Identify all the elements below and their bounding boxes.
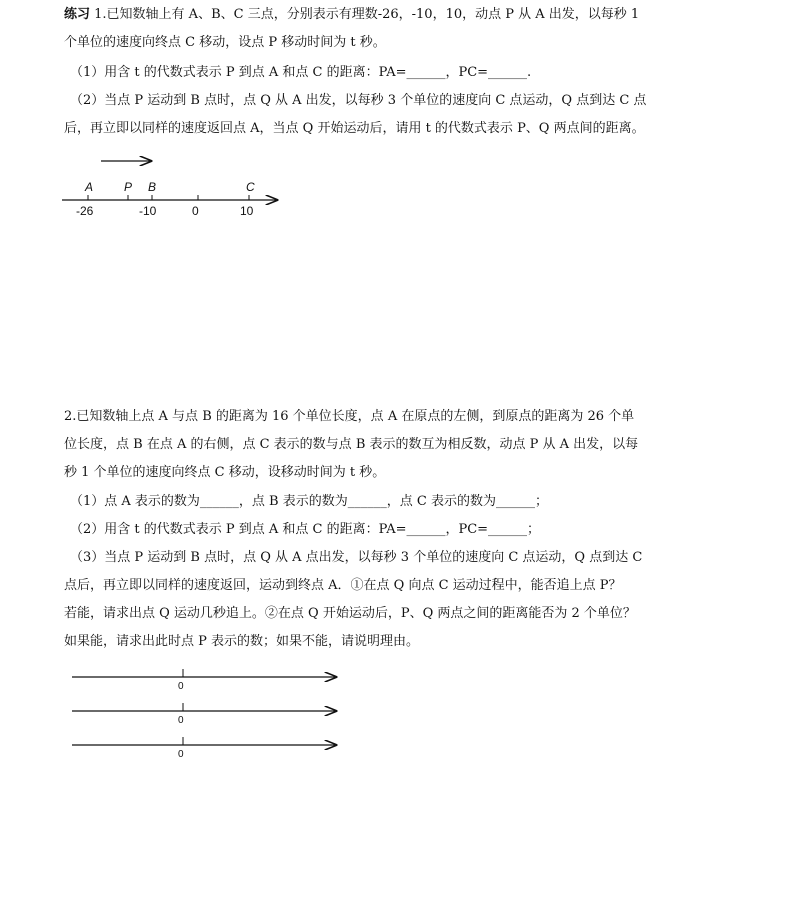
q2-part3b: 点后，再立即以同样的速度返回，运动到终点 A．①在点 Q 向点 C 运动过程中，能否追上点 P？ (64, 578, 622, 593)
q1-line2: 个单位的速度向终点 C 移动，设点 P 移动时间为 t 秒。 (64, 35, 386, 50)
q2-line3: 秒 1 个单位的速度向终点 C 移动，设移动时间为 t 秒。 (64, 465, 386, 480)
q2-part3a: （3）当点 P 运动到 B 点时，点 Q 从 A 点出发，以每秒 3 个单位的速度向 C 点运动，Q 点到达 C (70, 550, 643, 565)
number-0: 0 (192, 204, 199, 218)
label-c: C (246, 180, 255, 194)
q1-part2b: 后，再立即以同样的速度返回点 A，当点 Q 开始运动后，请用 t 的代数式表示 P、Q 两点间的距离。 (64, 121, 645, 136)
q2-line1: 2.已知数轴上点 A 与点 B 的距离为 16 个单位长度，点 A 在原点的左侧，到原点的距离为 26 个单 (64, 409, 635, 424)
q2-number-line-1 (72, 669, 336, 692)
q2-zero-label-1: 0 (178, 681, 184, 692)
number-neg26: -26 (76, 204, 94, 218)
q2-part3c: 若能，请求出点 Q 运动几秒追上。②在点 Q 开始运动后，P、Q 两点之间的距离能否为 2 个单位？ (64, 606, 636, 621)
q1-text-1: 1.已知数轴上有 A、B、C 三点，分别表示有理数-26，-10，10，动点 P 从 A 出发，以每秒 1 (90, 7, 640, 22)
q2-line2: 位长度，点 B 在点 A 的右侧，点 C 表示的数与点 B 表示的数互为相反数，动点 P 从 A 出发，以每 (64, 437, 639, 452)
number-neg10: -10 (139, 204, 157, 218)
label-a: A (85, 180, 94, 194)
q2-number-line-2 (72, 703, 336, 726)
q2-zero-label-3: 0 (178, 749, 184, 760)
q2-zero-label-2: 0 (178, 715, 184, 726)
exercise-heading: 练习 (64, 7, 91, 22)
q2-part2: （2）用含 t 的代数式表示 P 到点 A 和点 C 的距离：PA=______，PC=______； (70, 522, 541, 537)
number-10: 10 (240, 204, 254, 218)
label-p: P (124, 180, 133, 194)
q2-part3d: 如果能，请求出此时点 P 表示的数；如果不能，请说明理由。 (64, 634, 420, 649)
q1-number-line (62, 161, 277, 218)
label-b: B (148, 180, 157, 194)
q1-part1: （1）用含 t 的代数式表示 P 到点 A 和点 C 的距离：PA=______，PC=______. (70, 65, 532, 80)
q1-part2a: （2）当点 P 运动到 B 点时，点 Q 从 A 出发，以每秒 3 个单位的速度向 C 点运动，Q 点到达 C 点 (70, 93, 647, 108)
q2-number-line-3 (72, 737, 336, 760)
q2-part1: （1）点 A 表示的数为______，点 B 表示的数为______，点 C 表示的数为______； (70, 494, 548, 509)
